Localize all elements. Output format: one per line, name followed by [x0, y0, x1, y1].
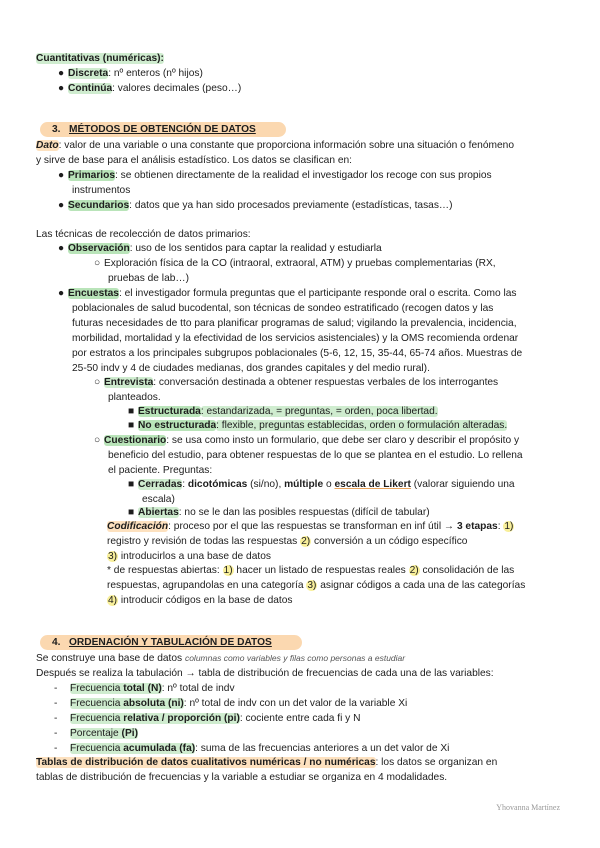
abiertas-item: ■ Abiertas: no se le dan las posibles respuestas (difícil de tabular) — [128, 507, 430, 518]
section-4-intro: Se construye una base de datos columnas como variables y filas como personas a estudiar Después se realiza la tabulación → tabla de distribución de frecuencias de cada una de las variables: — [36, 653, 494, 679]
bullet-secundarios: ● Secundarios: datos que ya han sido procesados previamente (estadísticas, tasas…) — [58, 200, 453, 211]
frequency-item: - Frecuencia absoluta (ni): nº total de indv con un det valor de la variable Xi — [54, 698, 408, 709]
exploracion-item: ○ Exploración física de la CO (intraoral, extraoral, ATM) y pruebas complementarias (RX, pruebas de lab…) — [94, 258, 496, 284]
bullet-observacion: ● Observación: uso de los sentidos para captar la realidad y estudiarla — [58, 243, 382, 254]
frequency-item: - Frecuencia total (N): nº total de indv — [54, 683, 235, 694]
cuestionario-item: ○ Cuestionario: se usa como insto un formulario, que debe ser claro y describir el propósito y beneficio del estudio, para obtener respuestas de lo que se plantea en el estudio. Lo rellena el paciente. Preguntas: — [94, 435, 523, 476]
bullet-primarios: ● Primarios: se obtienen directamente de la realidad el investigador los recoge con sus propios instrumentos — [58, 170, 492, 196]
estructurada-item: ■ Estructurada: estandarizada, = preguntas, = orden, poca libertad. — [128, 406, 438, 417]
frequency-item: - Frecuencia relativa / proporción (pi): cociente entre cada fi y N — [54, 713, 361, 724]
bullet-discreta: ● Discreta: nº enteros (nº hijos) — [58, 68, 203, 79]
cuantitativas-heading — [36, 51, 570, 66]
tecnicas-line: Las técnicas de recolección de datos primarios: — [36, 229, 251, 240]
cuantitativas-title: Cuantitativas (numéricas): — [36, 53, 164, 64]
cerradas-item: ■ Cerradas: dicotómicas (si/no), múltiple o escala de Likert (valorar siguiendo una escala) — [128, 479, 515, 505]
no-estructurada-item: ■ No estructurada: flexible, preguntas establecidas, orden o formulación alteradas. — [128, 420, 508, 431]
footer-author: Yhovanna Martínez — [496, 803, 560, 812]
bullet-encuestas: ● Encuestas: el investigador formula preguntas que el participante responde oral o escrita. Como las poblacionales de salud bucodental, son técnicas de sondeo estratificado (recogen datos y las futuras necesidades de tto para planificar programas de salud; vigilando la prevalencia, incidencia, morbilidad, mortalidad y la efectividad de los servicios asistenciales) y la OMS recomienda ordenar por estratos a los principales subgrupos poblacionales (5-6, 12, 15, 35-44, 65-74 años. Muestras de 25-50 indv y 4 de ciudades medianas, dos grandes capitales y del medio rural). — [58, 288, 523, 374]
section-4-heading: 4. ORDENACIÓN Y TABULACIÓN DE DATOS — [40, 635, 570, 650]
tablas-paragraph: Tablas de distribución de datos cualitativos numéricas / no numéricas: los datos se organizan en tablas de distribución de frecuencias y la variable a estudiar se organiza en 4 modalidades. — [36, 757, 498, 783]
entrevista-item: ○ Entrevista: conversación destinada a obtener respuestas verbales de los interrogantes planteados. — [94, 377, 499, 403]
codificacion-block: Codificación: proceso por el que las respuestas se transforman en inf útil → 3 etapas: 1) registro y revisión de todas las respuestas 2) conversión a un código específico 3) introducirlos a una base de datos — [107, 521, 514, 562]
frequency-item: - Frecuencia acumulada (fa): suma de las frecuencias anteriores a un det valor de Xi — [54, 743, 450, 754]
frequency-item: - Porcentaje (Pi) — [54, 728, 138, 739]
frequency-list — [54, 681, 570, 756]
bullet-continua: ● Continúa: valores decimales (peso…) — [58, 83, 242, 94]
section-3-heading: 3. MÉTODOS DE OBTENCIÓN DE DATOS — [40, 122, 570, 137]
abiertas-note: * de respuestas abiertas: 1) hacer un listado de respuestas reales 2) consolidación de las respuestas, agrupandolas en una categoría 3) asignar códigos a cada una de las categorías 4) introducir códigos en la base de datos — [107, 565, 526, 606]
dato-definition: Dato: valor de una variable o una constante que proporciona información sobre una situación o fenómeno y sirve de base para el análisis estadístico. Los datos se clasifican en: — [36, 140, 514, 166]
